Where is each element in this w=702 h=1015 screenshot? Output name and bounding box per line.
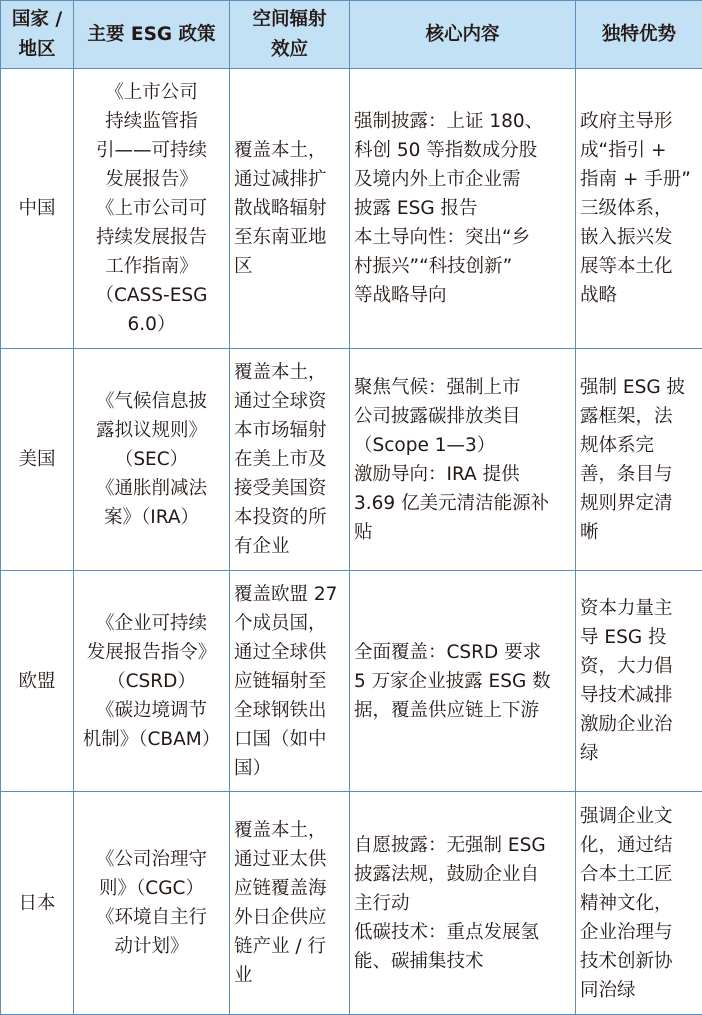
cell-core: 全面覆盖：CSRD 要求 5 万家企业披露 ESG 数 据，覆盖供应链上下游 (350, 571, 576, 792)
cell-advantage: 强调企业文 化，通过结 合本土工匠 精神文化， 企业治理与 技术创新协 同治绿 (576, 792, 702, 1015)
cell-policy: 《企业可持续 发展报告指令》 （CSRD） 《碳边境调节 机制》（CBAM） (74, 571, 230, 792)
cell-core: 强制披露：上证 180、 科创 50 等指数成分股 及境内外上市企业需 披露 ESG 报告 本土导向性：突出“乡 村振兴”“科技创新” 等战略导向 (350, 69, 576, 349)
cell-effect: 覆盖本土， 通过减排扩 散战略辐射 至东南亚地 区 (230, 69, 350, 349)
header-policy: 主要 ESG 政策 (74, 1, 230, 69)
cell-advantage: 强制 ESG 披 露框架，法 规体系完 善，条目与 规则界定清 晰 (576, 349, 702, 571)
header-core: 核心内容 (350, 1, 576, 69)
cell-effect: 覆盖本土， 通过全球资 本市场辐射 在美上市及 接受美国资 本投资的所 有企业 (230, 349, 350, 571)
cell-policy: 《气候信息披 露拟议规则》 （SEC） 《通胀削减法 案》（IRA） (74, 349, 230, 571)
cell-advantage: 资本力量主 导 ESG 投 资，大力倡 导技术减排 激励企业治 绿 (576, 571, 702, 792)
cell-core: 聚焦气候：强制上市 公司披露碳排放类目 （Scope 1—3） 激励导向：IRA 提供 3.69 亿美元清洁能源补 贴 (350, 349, 576, 571)
header-advantage: 独特优势 (576, 1, 702, 69)
table-header-row (1, 1, 702, 69)
table-row-usa (1, 349, 702, 571)
cell-policy: 《公司治理守 则》（CGC） 《环境自主行 动计划》 (74, 792, 230, 1015)
cell-effect: 覆盖欧盟 27 个成员国， 通过全球供 应链辐射至 全球钢铁出 口国（如中 国） (230, 571, 350, 792)
table-row-china (1, 69, 702, 349)
cell-country: 日本 (1, 792, 74, 1015)
table-row-japan (1, 792, 702, 1015)
cell-country: 欧盟 (1, 571, 74, 792)
header-country: 国家 / 地区 (1, 1, 74, 69)
table-row-eu (1, 571, 702, 792)
cell-effect: 覆盖本土， 通过亚太供 应链覆盖海 外日企供应 链产业 / 行 业 (230, 792, 350, 1015)
cell-advantage: 政府主导形 成“指引 + 指南 + 手册” 三级体系， 嵌入振兴发 展等本土化 战略 (576, 69, 702, 349)
cell-policy: 《上市公司 持续监管指 引——可持续 发展报告》 《上市公司可 持续发展报告 工作指南》 （CASS-ESG 6.0） (74, 69, 230, 349)
cell-country: 美国 (1, 349, 74, 571)
header-effect: 空间辐射 效应 (230, 1, 350, 69)
cell-country: 中国 (1, 69, 74, 349)
cell-core: 自愿披露：无强制 ESG 披露法规，鼓励企业自 主行动 低碳技术：重点发展氢 能、碳捕集技术 (350, 792, 576, 1015)
